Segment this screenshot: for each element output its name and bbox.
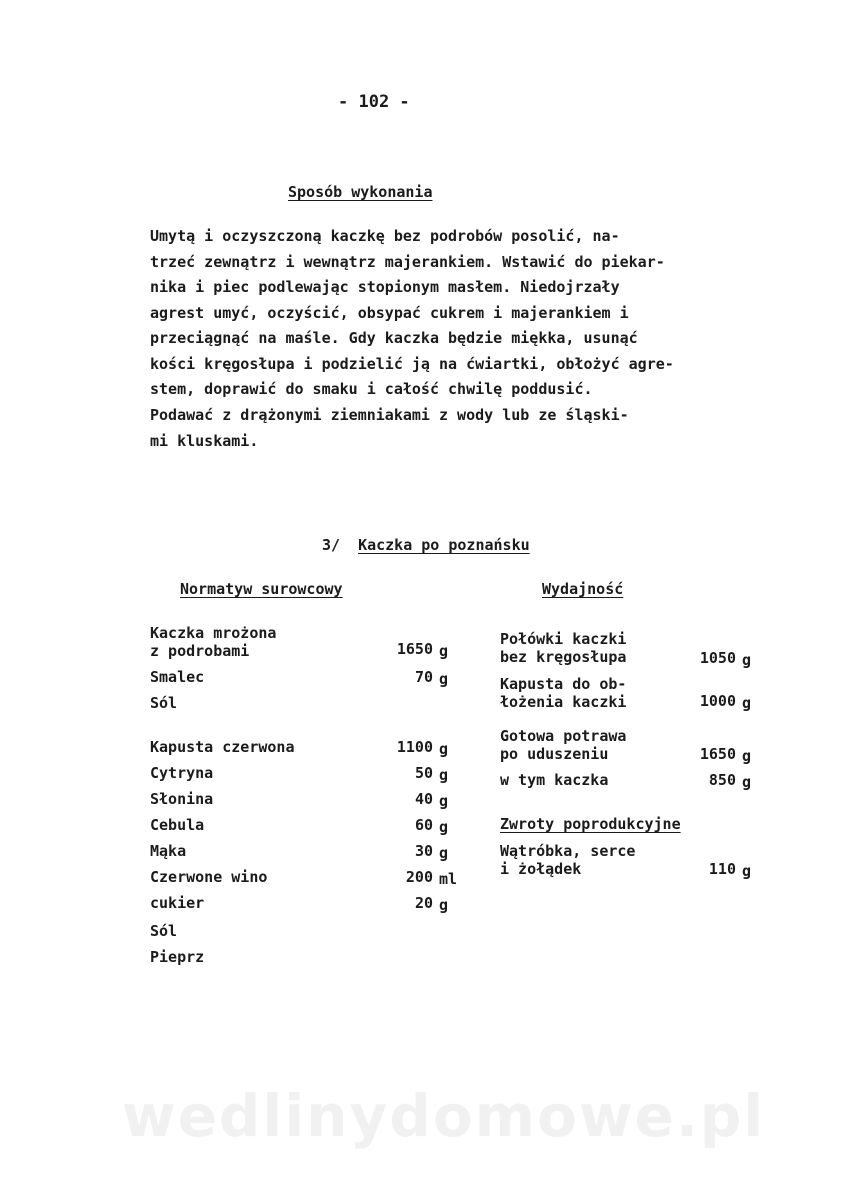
yield-unit: g <box>742 651 752 669</box>
paragraph-line: mi kluskami. <box>150 431 259 450</box>
ingredient-qty: 70 <box>414 668 433 686</box>
yield-name: Kapusta do ob- łożenia kaczki <box>500 675 627 711</box>
paragraph-line: stem, doprawić do smaku i całość chwilę poddusić. <box>150 380 593 398</box>
ingredient-name: Smalec <box>150 668 205 686</box>
ingredient-name: Czerwone wino <box>150 868 268 886</box>
yield-name: Połówki kaczki bez kręgosłupa <box>500 630 627 666</box>
returns-qty: 110 <box>708 860 736 878</box>
ingredient-unit: g <box>439 792 449 810</box>
yield-unit: g <box>742 747 752 765</box>
paragraph-line: Umytą i oczyszczoną kaczkę bez podrobów posolić, na- <box>150 227 620 245</box>
paragraph-line: nika i piec podlewając stopionym masłem. Niedojrzały <box>150 278 620 296</box>
ingredient-unit: g <box>439 670 449 688</box>
ingredient-qty: 200 <box>405 868 433 886</box>
yield-qty: 1000 <box>699 692 736 710</box>
paragraph-line: przeciągnąć na maśle. Gdy kaczka będzie miękka, usunąć <box>150 329 638 347</box>
ingredient-unit: g <box>439 766 449 784</box>
method-paragraph-2 <box>150 403 760 454</box>
ingredient-qty: 1650 <box>396 640 433 658</box>
ingredient-qty: 1100 <box>396 738 433 756</box>
paragraph-line: trzeć zewnątrz i wewnątrz majerankiem. Wstawić do piekar- <box>150 252 665 271</box>
ingredient-qty: 40 <box>414 790 433 808</box>
recipe-title <box>322 536 530 554</box>
ingredient-qty: 50 <box>414 764 433 782</box>
returns-unit: g <box>742 862 752 880</box>
ingredient-name: cukier <box>150 894 205 912</box>
paragraph-line: kości kręgosłupa i podzielić ją na ćwiartki, obłożyć agre- <box>150 354 674 373</box>
ingredient-name: Kapusta czerwona <box>150 738 295 756</box>
ingredient-name: Sól <box>150 922 178 940</box>
yield-name: Gotowa potrawa po uduszeniu <box>500 727 627 763</box>
ingredient-unit: g <box>439 642 449 660</box>
ingredient-name: Kaczka mrożona z podrobami <box>150 624 277 660</box>
returns-name: Wątróbka, serce i żołądek <box>500 842 636 878</box>
watermark: wedlinydomowe.pl <box>122 1082 766 1150</box>
page-number: - 102 - <box>338 92 410 112</box>
returns-heading: Zwroty poprodukcyjne <box>500 815 681 833</box>
method-paragraph-1 <box>150 224 760 403</box>
yield-name: w tym kaczka <box>500 771 609 789</box>
method-heading: Sposób wykonania <box>288 183 433 201</box>
raw-norm-heading: Normatyw surowcowy <box>180 580 343 598</box>
ingredient-name: Mąka <box>150 842 187 860</box>
yield-heading: Wydajność <box>542 580 624 598</box>
ingredient-unit: g <box>439 844 449 862</box>
yield-unit: g <box>742 773 752 791</box>
ingredient-unit: g <box>439 818 449 836</box>
recipe-name: Kaczka po poznańsku <box>358 536 530 554</box>
yield-qty: 1050 <box>699 649 736 667</box>
yield-qty: 850 <box>708 771 736 789</box>
ingredient-unit: g <box>439 740 449 758</box>
yield-qty: 1650 <box>699 745 736 763</box>
ingredient-qty: 60 <box>414 816 433 834</box>
ingredient-unit: ml <box>439 870 458 888</box>
ingredient-name: Pieprz <box>150 948 205 966</box>
paragraph-line: agrest umyć, oczyścić, obsypać cukrem i majerankiem i <box>150 303 629 322</box>
ingredient-qty: 30 <box>414 842 433 860</box>
ingredient-name: Cebula <box>150 816 205 834</box>
yield-unit: g <box>742 694 752 712</box>
ingredient-name: Słonina <box>150 790 214 808</box>
recipe-number: 3/ <box>322 536 341 554</box>
ingredient-name: Cytryna <box>150 764 214 782</box>
ingredient-name: Sól <box>150 694 178 712</box>
ingredient-qty: 20 <box>414 894 433 912</box>
ingredient-unit: g <box>439 896 449 914</box>
paragraph-line: Podawać z drążonymi ziemniakami z wody lub ze śląski- <box>150 406 629 424</box>
